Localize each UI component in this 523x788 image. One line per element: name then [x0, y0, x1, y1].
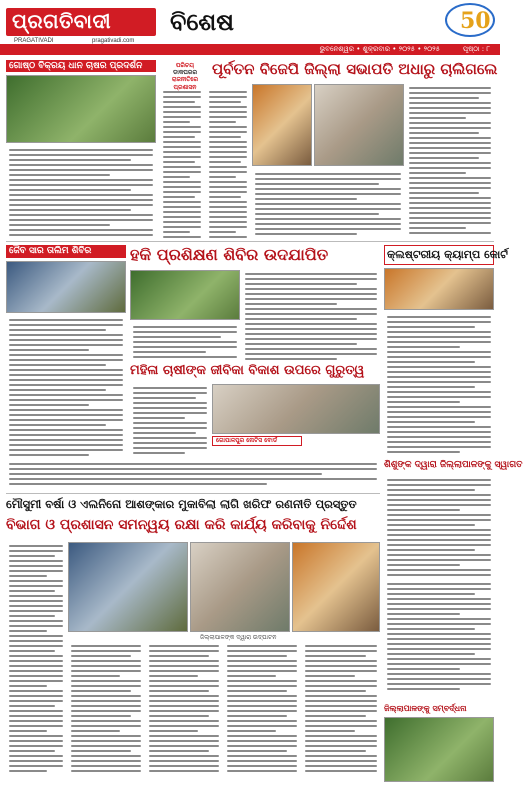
story2-kicker-2: ଡାକଘରର	[173, 69, 197, 76]
story3-photo	[6, 261, 126, 313]
dateline-bar	[0, 44, 500, 55]
story1-body	[6, 146, 156, 238]
story9-headline: ବିଭାଗ ଓ ପ୍ରଶାସନ ସମନ୍ୱୟ ରକ୍ଷା କରି କାର୍ଯ୍ୟ କରିବାକୁ ନିର୍ଦ୍ଦେଶ	[6, 517, 357, 533]
story5-photo	[384, 268, 494, 310]
story4-body-1	[242, 270, 380, 360]
masthead-header	[0, 0, 500, 57]
story9-photo-3	[292, 542, 380, 632]
story1-headline: ଗୋଷ୍ଠ ବିକ୍ରୟ ଧାନ ଚାଷର ପ୍ରଦର୍ଶନ	[6, 60, 156, 72]
masthead-title: ପ୍ରଗତିବାଦୀ	[12, 9, 112, 33]
story5-headline: କ୍ଲଷ୍ଟରୀୟ କ୍ୟାମ୍ପ କୋର୍ଟ	[387, 248, 508, 261]
story7-body	[384, 476, 494, 576]
story6-badge: ଗୋପାଳପୁର ନୋଟିସ ବୋର୍ଡ	[216, 437, 278, 444]
masthead-website[interactable]: pragativadi.com	[92, 38, 135, 44]
story8-headline: ମୌସୁମୀ ବର୍ଷା ଓ ଏଲନିନୋ ଆଶଙ୍କାର ମୁକାବିଲା ଲାଗି ଖରିଫ ରଣନୀତି ପ୍ରସ୍ତୁତ	[6, 497, 357, 511]
story1-photo	[6, 75, 156, 143]
dateline-date: ଭୁବନେଶ୍ୱର • ଶୁକ୍ରବାର • ୨୦୨୫ • ୨୦୨୫	[319, 45, 440, 53]
story2-kicker-1: ପରିଚୟ	[175, 62, 195, 69]
story6-body-1	[130, 384, 210, 456]
section-title: ବିଶେଷ	[170, 7, 234, 36]
dateline-page: ପୃଷ୍ଠା : ୮	[462, 45, 490, 53]
masthead-latin: PRAGATIVADI	[14, 38, 54, 44]
story6-photo	[212, 384, 380, 434]
story3-headline: ଜୈବ ସାର ତାଲିମ ଶିବିର	[6, 245, 126, 258]
divider-2	[6, 493, 380, 494]
story9-body-col4	[224, 642, 300, 782]
story9-body-col1	[6, 542, 66, 782]
story6-headline: ମହିଳା ଚାଷୀଙ୍କ ଜୀବିକା ବିକାଶ ଉପରେ ଗୁରୁତ୍ୱ	[130, 363, 365, 378]
story2-body-col3	[252, 170, 404, 238]
story9-photo-2	[190, 542, 290, 632]
anniversary-logo-icon	[445, 3, 495, 37]
story4-headline: ହକି ପ୍ରଶିକ୍ଷଣ ଶିବିର ଉଦଯାପିତ	[130, 245, 329, 264]
story10-photo	[384, 717, 494, 782]
story10-body	[384, 580, 494, 700]
story2-photo-1	[252, 84, 312, 166]
story4-body-2	[130, 323, 240, 360]
story9-photo-1	[68, 542, 188, 632]
story7-headline: ଶିଶୁଙ୍କ ଦ୍ୱାରା ଜିଲ୍ଲାପାଳଙ୍କୁ ସ୍ୱାଗତ	[384, 460, 523, 470]
anniversary-number: 50	[460, 8, 491, 34]
story2-body-col1	[160, 88, 204, 238]
story9-photo-caption: ଜିଲ୍ଲାପାଳଙ୍କ ଦ୍ୱାରା ଉଦ୍‌ଘାଟନ	[200, 634, 277, 641]
story4-photo	[130, 270, 240, 320]
story5-body	[384, 313, 494, 456]
story2-body-col4	[406, 84, 494, 238]
story2-headline: ପୂର୍ବତନ ବିଜେପି ଜିଲ୍ଲା ସଭାପତି ଅଧାରୁ ଚାଲିଗଲେ	[212, 60, 498, 78]
story9-body-col3	[146, 642, 222, 782]
story10-headline: ଜିଲ୍ଲାପାଳଙ୍କୁ ସମ୍ବର୍ଦ୍ଧନା	[384, 703, 467, 713]
filler-body	[6, 460, 380, 488]
story9-body-col2	[68, 642, 144, 782]
story2-photo-2	[314, 84, 404, 166]
story2-body-col2	[206, 88, 250, 238]
story2-kicker-3: ରାଜନୀତିରେ ପ୍ରଶାସନ	[171, 76, 199, 91]
divider-1	[6, 241, 494, 242]
story3-body	[6, 316, 126, 456]
story9-body-col5	[302, 642, 380, 782]
